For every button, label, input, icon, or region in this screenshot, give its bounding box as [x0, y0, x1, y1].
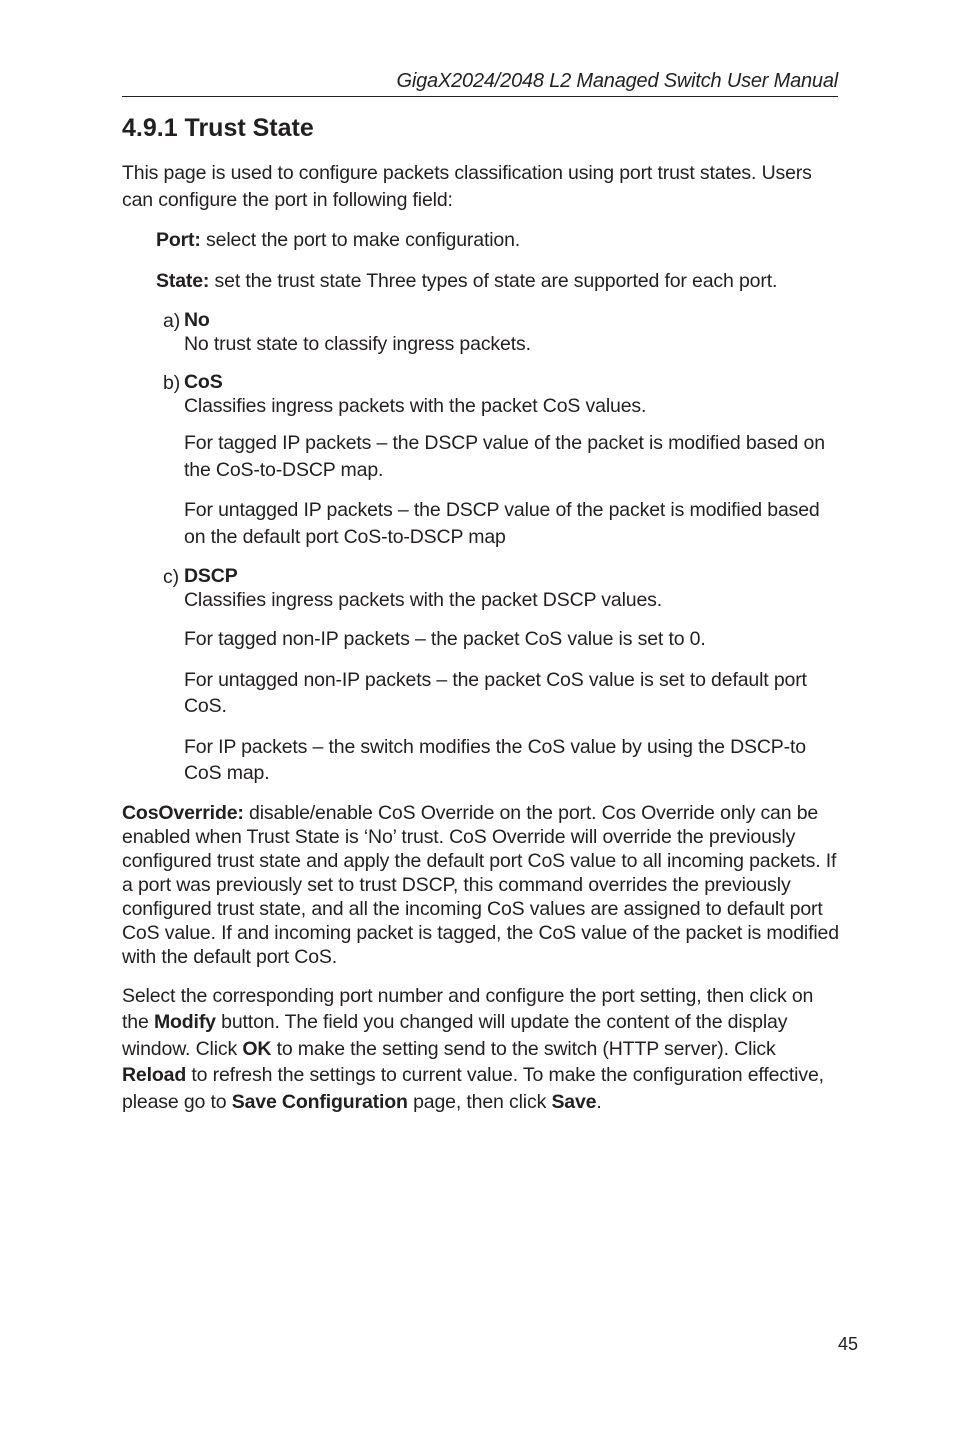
page-content	[122, 160, 844, 1115]
closing-text: Select the corresponding port number and configure the port setting, then click on the	[122, 984, 814, 1034]
field-state-label: State:	[156, 269, 210, 292]
field-port-text: select the port to make configuration.	[200, 229, 521, 251]
state-item-paragraph: For IP packets – the switch modifies the CoS value by using the DSCP-to CoS map.	[184, 735, 806, 784]
closing-text: button. The field you changed will update the content of the display window. Click	[122, 1011, 788, 1060]
state-item-paragraph: For untagged IP packets – the DSCP value of the packet is modified based on the default port CoS-to-DSCP map	[184, 499, 820, 548]
state-item-paragraph: Classifies ingress packets with the packet CoS values.	[184, 395, 647, 417]
ok-keyword: OK	[242, 1037, 272, 1060]
modify-keyword: Modify	[153, 1011, 216, 1034]
state-item-no	[163, 308, 844, 356]
save-keyword: Save	[551, 1090, 597, 1113]
state-item-dscp	[163, 564, 844, 787]
closing-paragraph	[122, 983, 844, 1116]
intro-paragraph: This page is used to configure packets classification using port trust states. Users can configure the port in following field:	[122, 162, 812, 211]
state-item-name: No	[184, 309, 210, 331]
reload-keyword: Reload	[122, 1064, 187, 1087]
field-cos-override-label: CosOverride:	[122, 801, 244, 824]
state-item-name: DSCP	[184, 565, 238, 587]
state-item-paragraph: Classifies ingress packets with the packet DSCP values.	[184, 589, 663, 611]
state-item-letter: c)	[163, 566, 179, 588]
closing-text: .	[596, 1090, 602, 1113]
closing-text: to refresh the settings to current value. To make the configuration effective, please go to	[122, 1064, 824, 1113]
field-port-label: Port:	[156, 229, 201, 251]
field-cos-override-text: disable/enable CoS Override on the port. Cos Override only can be enabled when Trust State is ‘No’ trust. CoS Override will override the previously configured trust state and apply the default port CoS value to all incoming packets. If a port was previously set to trust DSCP, this command overrides the previously configured trust state, and all the incoming CoS values are assigned to default port CoS value. If and incoming packet is tagged, the CoS value of the packet is modified with the default port CoS.	[122, 801, 839, 968]
page-number: 45	[837, 1334, 858, 1354]
save-configuration-keyword: Save Configuration	[231, 1090, 408, 1113]
state-item-paragraph: For tagged non-IP packets – the packet CoS value is set to 0.	[184, 628, 706, 650]
state-item-letter: b)	[163, 372, 181, 394]
closing-text: to make the setting send to the switch (HTTP server). Click	[271, 1037, 776, 1060]
closing-text: page, then click	[407, 1090, 552, 1113]
state-item-paragraph: For untagged non-IP packets – the packet CoS value is set to default port CoS.	[184, 668, 807, 717]
state-item-cos	[163, 370, 844, 550]
state-item-paragraph: For tagged IP packets – the DSCP value of the packet is modified based on the CoS-to-DSCP map.	[184, 432, 825, 481]
field-state-text: set the trust state Three types of state are supported for each port.	[209, 269, 778, 292]
field-state	[156, 268, 844, 295]
state-item-name: CoS	[184, 371, 223, 393]
field-port	[156, 227, 844, 254]
running-header	[122, 70, 838, 97]
state-item-letter: a)	[163, 310, 181, 332]
manual-title: GigaX2024/2048 L2 Managed Switch User Manual	[396, 70, 838, 92]
section-title: 4.9.1 Trust State	[122, 114, 314, 142]
field-cos-override	[122, 801, 844, 969]
state-item-paragraph: No trust state to classify ingress packets.	[184, 333, 531, 355]
